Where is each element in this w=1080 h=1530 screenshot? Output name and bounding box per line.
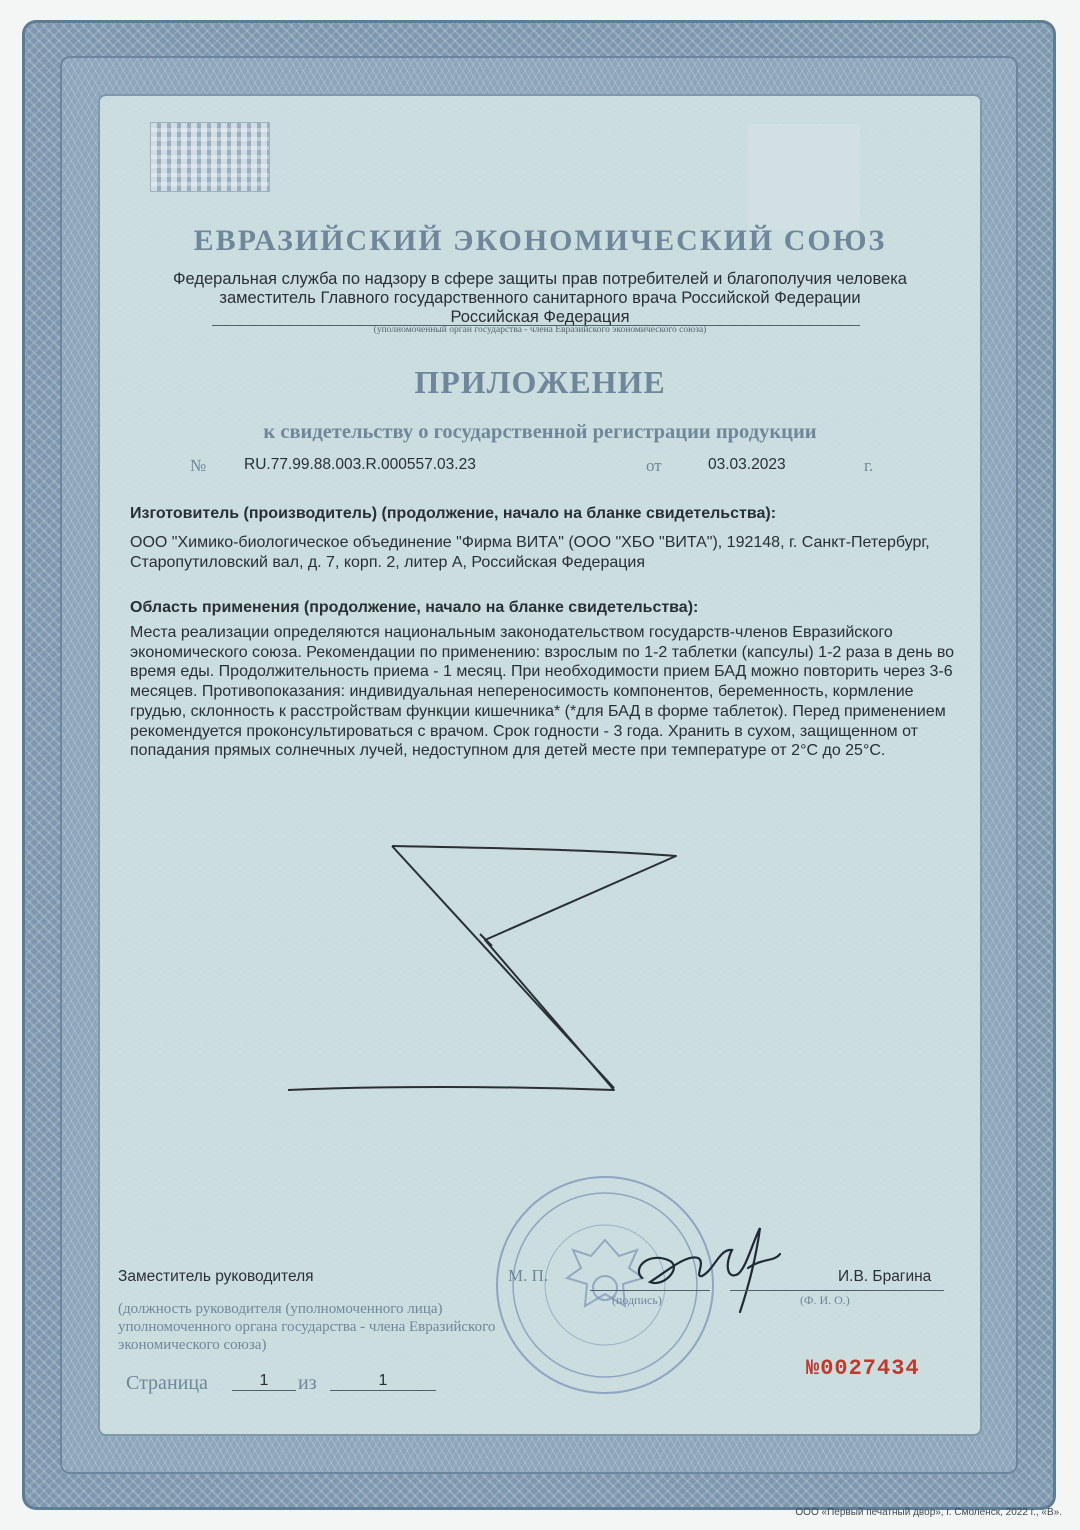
from-label: от [646,456,662,475]
agency-line: Федеральная служба по надзору в сфере защиты прав потребителей и благополучия человека [173,270,907,288]
appendix-title: ПРИЛОЖЕНИЕ [414,364,666,400]
signature-caption: (подпись) [612,1293,662,1307]
union-title: ЕВРАЗИЙСКИЙ ЭКОНОМИЧЕСКИЙ СОЮЗ [193,224,887,257]
scope-heading: Область применения (продолжение, начало на бланке свидетельства): [130,599,699,616]
seal-place-label: М. П. [508,1266,549,1285]
of-label: из [298,1372,317,1394]
appendix-subtitle: к свидетельству о государственной регистрации продукции [263,421,817,443]
registration-row [0,456,1080,482]
scope-text: Места реализации определяются национальным законодательством государств-членов Евразийского экономического союза. Рекомендации по применению: взрослым по 1-2 таблетки (капсулы) 1-2 раза в день во время еды. Продолжительность приема - 1 месяц. При необходимости прием БАД можно повторить через 3-6 месяцев. Противопоказания: индивидуальная непереносимость компонентов, беременность, кормление грудью, склонность к расстройствам функции кишечника* (*для БАД в форме таблеток). Перед применением рекомендуется проконсультироваться с врачом. Срок годности - 3 года. Хранить в сухом, защищенном от попадания прямых солнечных лучей, недоступном для детей месте при температуре от 2°С до 25°С. [130,624,955,760]
agency-caption: (уполномоченный орган государства - члена Евразийского экономического союза) [373,325,707,335]
serial-number: №0027434 [806,1356,920,1381]
page-label: Страница [126,1372,208,1394]
agency-line: заместитель Главного государственного санитарного врача Российской Федерации [219,289,861,307]
printer-footer: ООО «Первый печатный двор», г. Смоленск, 2022 г., «В». [795,1507,1062,1518]
signatory-role-caption: (должность руководителя (уполномоченного лица) уполномоченного органа государства - члена Евразийского экономического союза) [118,1301,496,1353]
total-pages: 1 [330,1372,436,1391]
manufacturer-text: ООО "Химико-биологическое объединение "Фирма ВИТА" (ООО "ХБО "ВИТА"), 192148, г. Санкт-Петербург, Старопутиловский вал, д. 7, корп. 2, литер А, Российская Федерация [130,534,930,571]
signature-line [590,1290,710,1291]
registration-number: RU.77.99.88.003.R.000557.03.23 [244,456,476,473]
registration-date: 03.03.2023 [708,456,786,473]
name-line [730,1290,944,1291]
pagination [126,1372,456,1398]
name-caption: (Ф. И. О.) [800,1293,850,1307]
signatory-role: Заместитель руководителя [118,1268,314,1285]
signatory-name: И.В. Брагина [838,1268,932,1285]
page-number: 1 [232,1372,296,1391]
year-suffix: г. [864,456,874,475]
agency-line: Российская Федерация [450,308,630,326]
manufacturer-heading: Изготовитель (производитель) (продолжение, начало на бланке свидетельства): [130,505,777,522]
agency-block [110,270,970,327]
number-sign: № [190,456,207,475]
